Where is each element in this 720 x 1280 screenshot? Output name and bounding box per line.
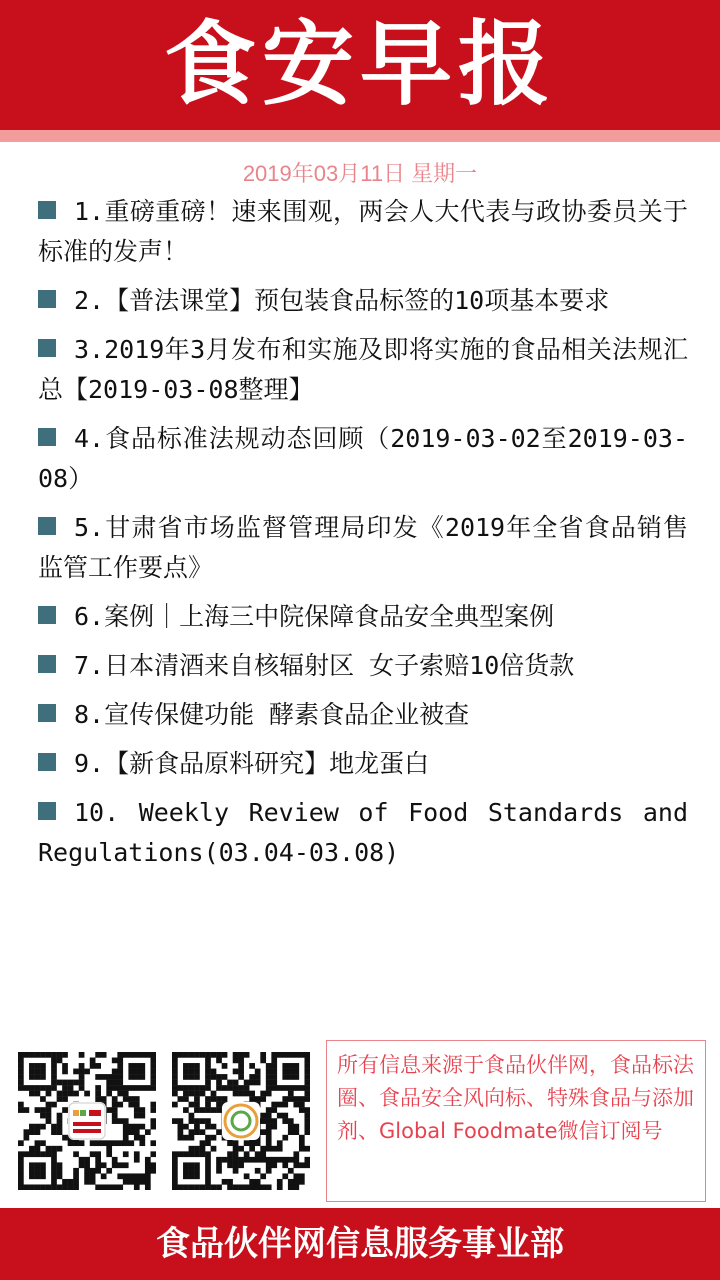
news-item[interactable]: [38, 597, 688, 637]
header-stripe: [0, 130, 720, 142]
news-item[interactable]: [38, 281, 688, 321]
square-bullet-icon: [38, 339, 56, 357]
square-bullet-icon: [38, 704, 56, 722]
issue-date: 2019年03月11日 星期一: [242, 161, 478, 186]
news-item-text: 3.2019年3月发布和实施及即将实施的食品相关法规汇总【2019-03-08整理】: [38, 335, 688, 404]
news-list: [38, 192, 688, 882]
square-bullet-icon: [38, 655, 56, 673]
foodmate-logo-icon: [222, 1102, 260, 1140]
qr-logo-biaofaquan: [68, 1102, 106, 1140]
news-item[interactable]: [38, 793, 688, 873]
news-item-text: 8.宣传保健功能 酵素食品企业被查: [74, 700, 470, 729]
header-banner: [0, 0, 720, 130]
news-item[interactable]: [38, 192, 688, 272]
square-bullet-icon: [38, 753, 56, 771]
qr-code-right[interactable]: [172, 1052, 310, 1190]
square-bullet-icon: [38, 517, 56, 535]
news-item[interactable]: [38, 744, 688, 784]
square-bullet-icon: [38, 802, 56, 820]
news-item[interactable]: [38, 508, 688, 588]
square-bullet-icon: [38, 201, 56, 219]
news-item-text: 7.日本清酒来自核辐射区 女子索赔10倍货款: [74, 651, 575, 680]
news-item[interactable]: [38, 695, 688, 735]
footer-text: 食品伙伴网信息服务事业部: [156, 1224, 564, 1264]
news-item-text: 5.甘肃省市场监督管理局印发《2019年全省食品销售监管工作要点》: [38, 513, 688, 582]
news-item[interactable]: [38, 646, 688, 686]
info-source-box: [326, 1040, 706, 1202]
info-source-text: 所有信息来源于食品伙伴网，食品标法圈、食品安全风向标、特殊食品与添加剂、Global Foodmate微信订阅号: [337, 1053, 694, 1143]
biaofaquan-logo-icon: [68, 1102, 106, 1140]
qr-code-left[interactable]: [18, 1052, 156, 1190]
news-item-text: 4.食品标准法规动态回顾（2019-03-02至2019-03-08）: [38, 424, 688, 493]
news-item-text: 6.案例｜上海三中院保障食品安全典型案例: [74, 602, 555, 631]
page-title: 食安早报: [163, 11, 556, 118]
square-bullet-icon: [38, 428, 56, 446]
news-item[interactable]: [38, 419, 688, 499]
news-item[interactable]: [38, 330, 688, 410]
square-bullet-icon: [38, 606, 56, 624]
news-item-text: 9.【新食品原料研究】地龙蛋白: [74, 749, 430, 778]
news-item-text: 2.【普法课堂】预包装食品标签的10项基本要求: [74, 286, 610, 315]
footer-banner: [0, 1208, 720, 1280]
square-bullet-icon: [38, 290, 56, 308]
news-item-text: 10. Weekly Review of Food Standards and Regulations(03.04-03.08): [38, 798, 688, 867]
qr-logo-foodmate: [222, 1102, 260, 1140]
news-item-text: 1.重磅重磅！速来围观，两会人大代表与政协委员关于标准的发声！: [38, 197, 688, 266]
